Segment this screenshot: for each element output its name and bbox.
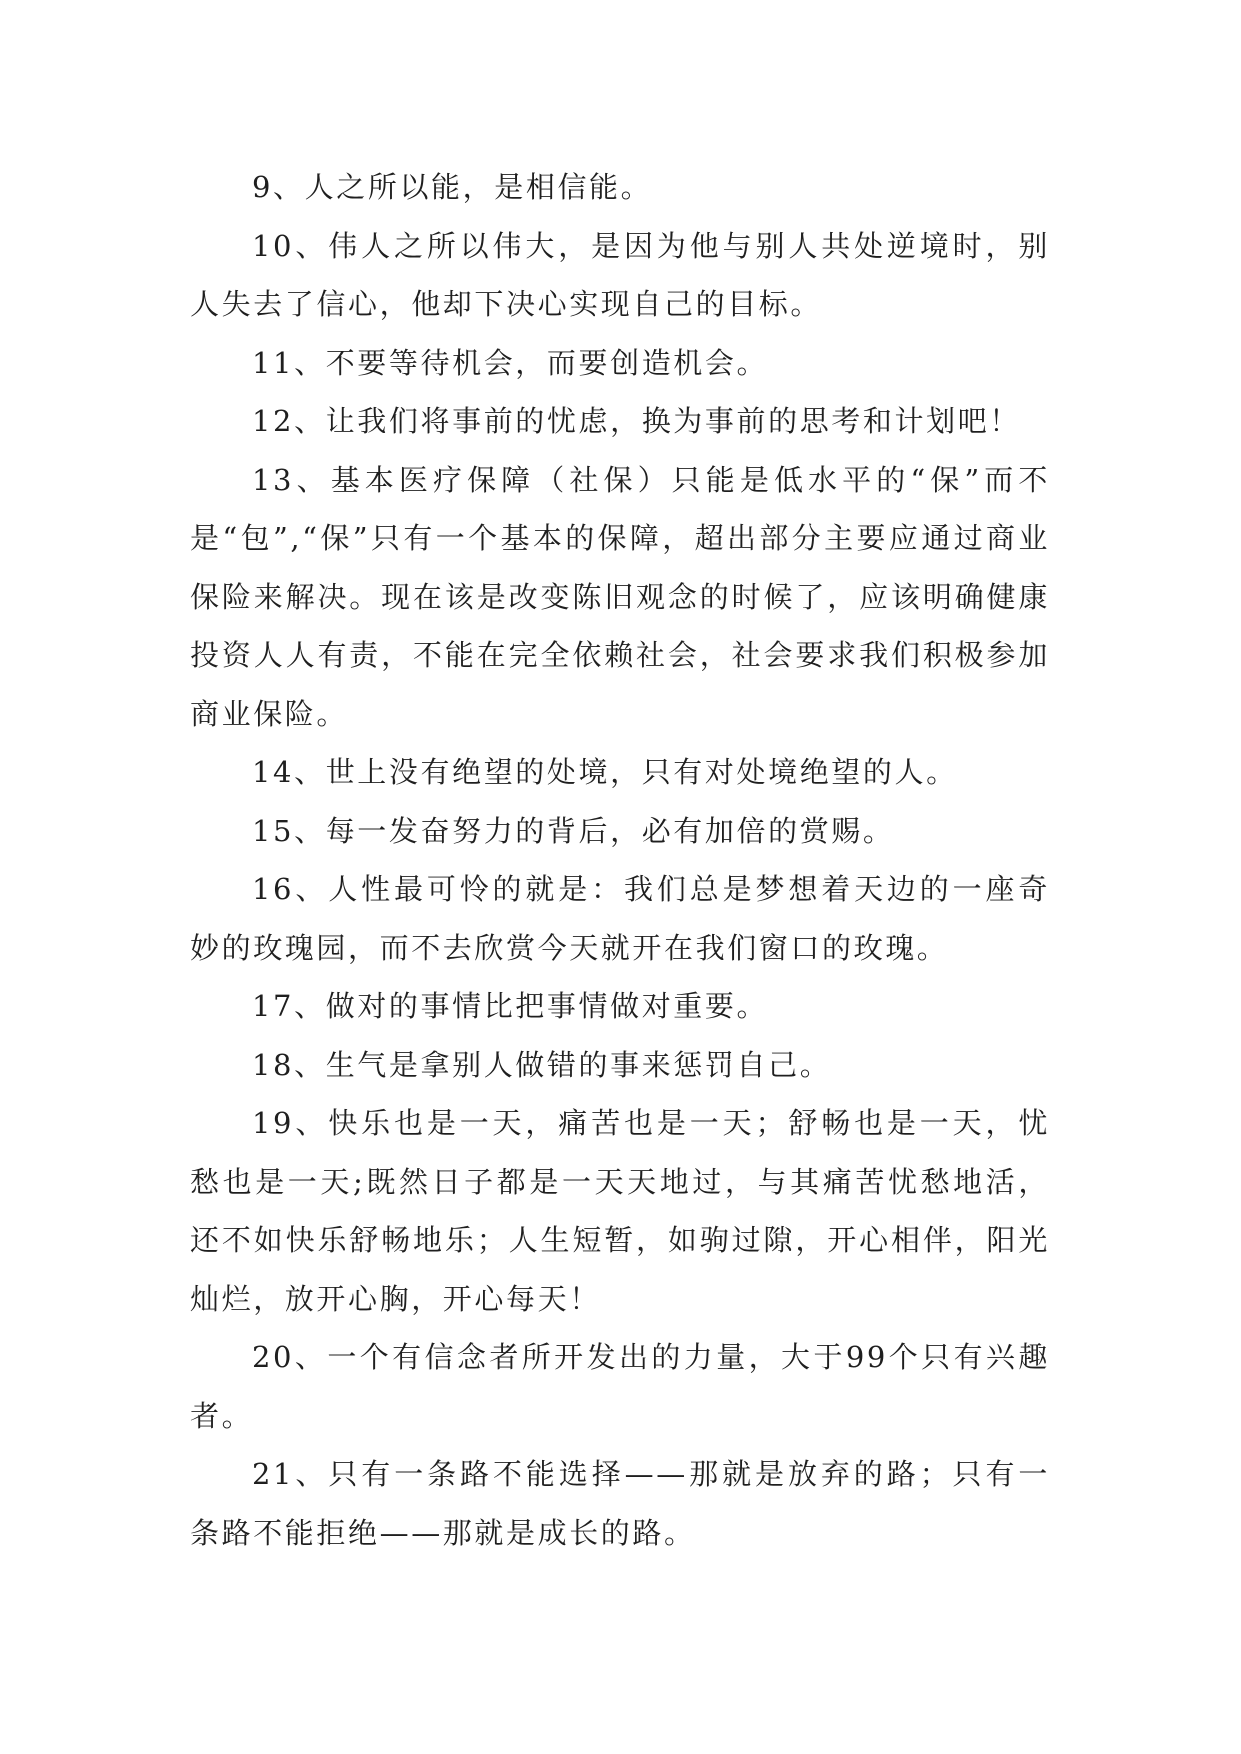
paragraph-16: 16、人性最可怜的就是：我们总是梦想着天边的一座奇妙的玫瑰园，而不去欣赏今天就开在我们窗口的玫瑰。 xyxy=(190,872,1050,965)
paragraph-15: 15、每一发奋努力的背后，必有加倍的赏赐。 xyxy=(252,813,895,848)
paragraph-17: 17、做对的事情比把事情做对重要。 xyxy=(252,989,769,1023)
paragraph-12: 12、让我们将事前的忧虑，换为事前的思考和计划吧！ xyxy=(252,404,1021,438)
paragraph-10: 10、伟人之所以伟大，是因为他与别人共处逆境时，别人失去了信心，他却下决心实现自己的目标。 xyxy=(190,228,1050,321)
paragraph-11: 11、不要等待机会，而要创造机会。 xyxy=(252,345,769,380)
paragraph-13: 13、基本医疗保障（社保）只能是低水平的“保”而不是“包”,“保”只有一个基本的保障，超出部分主要应通过商业保险来解决。现在该是改变陈旧观念的时候了，应该明确健康投资人人有责，不能在完全依赖社会，社会要求我们积极参加商业保险。 xyxy=(190,462,1050,731)
paragraph-18: 18、生气是拿别人做错的事来惩罚自己。 xyxy=(252,1047,832,1082)
paragraph-9: 9、人之所以能，是相信能。 xyxy=(252,170,653,204)
paragraph-21: 21、只有一条路不能选择——那就是放弃的路；只有一条路不能拒绝——那就是成长的路。 xyxy=(190,1457,1050,1550)
paragraph-14: 14、世上没有绝望的处境，只有对处境绝望的人。 xyxy=(252,755,958,789)
document-body xyxy=(190,158,1050,1562)
paragraph-19: 19、快乐也是一天，痛苦也是一天；舒畅也是一天，忧愁也是一天;既然日子都是一天天地过，与其痛苦忧愁地活，还不如快乐舒畅地乐；人生短暂，如驹过隙，开心相伴，阳光灿烂，放开心胸，开心每天！ xyxy=(190,1106,1050,1316)
paragraph-20: 20、一个有信念者所开发出的力量，大于99个只有兴趣者。 xyxy=(190,1340,1050,1433)
